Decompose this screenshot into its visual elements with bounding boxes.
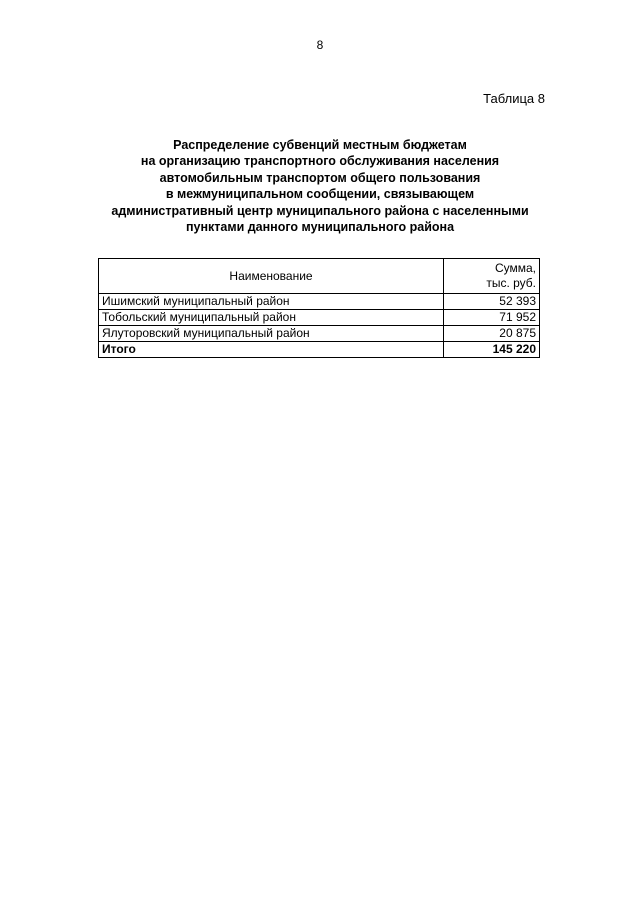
column-header-sum-line2: тыс. руб. [486,276,536,290]
row-name: Ялуторовский муниципальный район [99,326,444,342]
heading-line: на организацию транспортного обслуживания населения [140,154,500,169]
row-sum: 20 875 [444,326,540,342]
table-row [99,294,540,310]
column-header-name: Наименование [99,259,444,294]
document-heading [60,137,580,235]
subsidy-table [98,258,540,358]
row-name: Тобольский муниципальный район [99,310,444,326]
row-sum: 52 393 [444,294,540,310]
table-row [99,326,540,342]
table-caption: Таблица 8 [483,91,545,106]
table-header-row [99,259,540,294]
row-name: Ишимский муниципальный район [99,294,444,310]
column-header-sum-line1: Сумма, [494,261,536,275]
heading-line: Распределение субвенций местным бюджетам [173,138,467,152]
table-row [99,310,540,326]
heading-line: в межмуниципальном сообщении, связывающем [165,187,475,202]
heading-line: пунктами данного муниципального района [185,220,455,235]
total-label: Итого [99,342,444,358]
total-sum: 145 220 [444,342,540,358]
heading-line: автомобильным транспортом общего пользования [159,170,481,185]
page-number: 8 [316,38,324,52]
total-row [99,342,540,358]
column-header-sum [444,259,540,294]
row-sum: 71 952 [444,310,540,326]
heading-line: административный центр муниципального района с населенными [111,203,529,218]
